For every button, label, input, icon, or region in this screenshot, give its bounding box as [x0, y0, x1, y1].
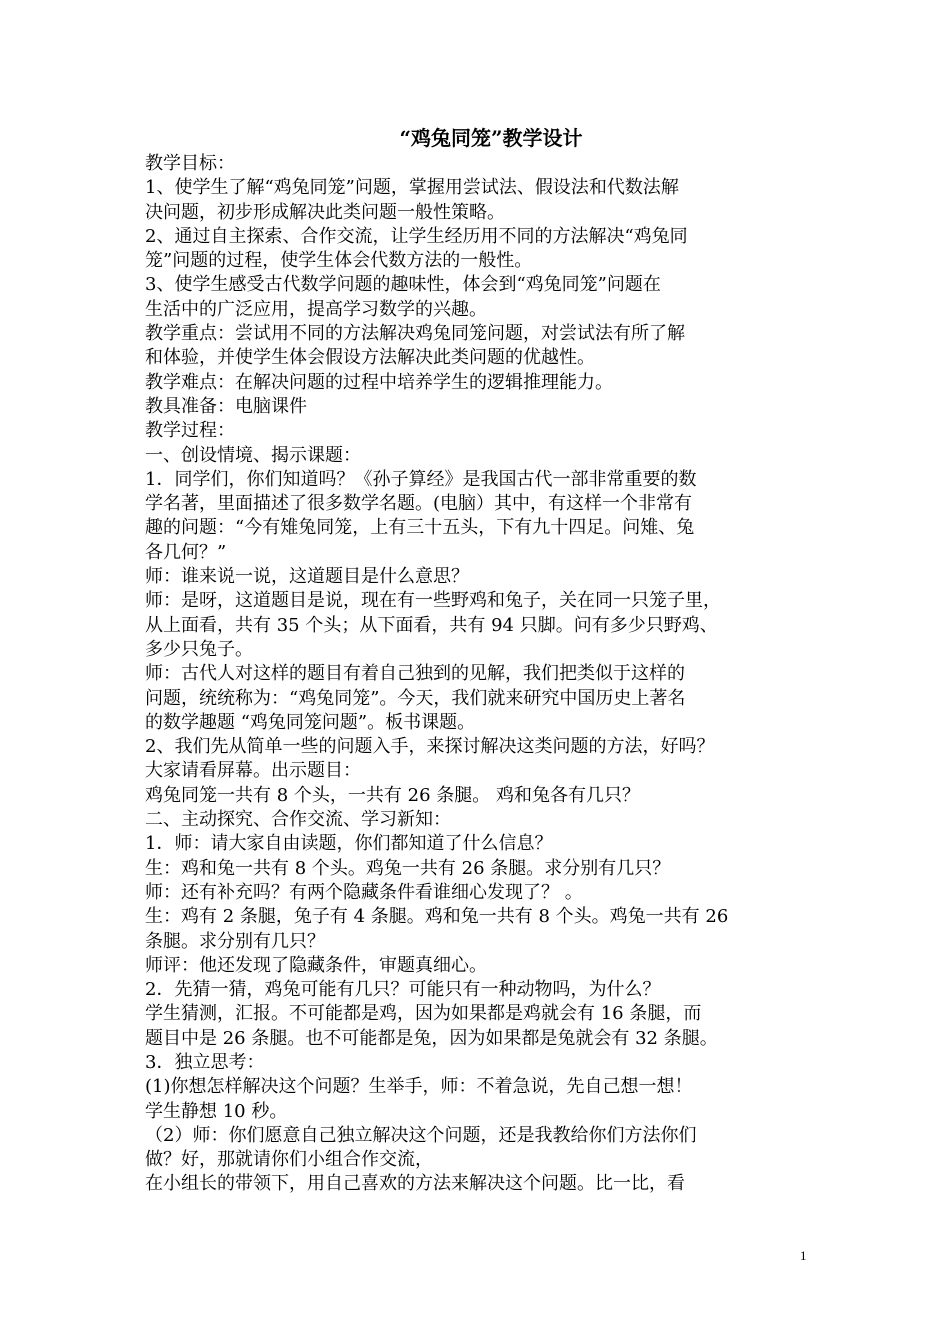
text-line: 生：鸡有 2 条腿，兔子有 4 条腿。鸡和兔一共有 8 个头。鸡兔一共有 26: [145, 906, 729, 928]
text-line: 和体验，并使学生体会假设方法解决此类问题的优越性。: [145, 347, 595, 369]
text-line: 问题，统统称为：“鸡兔同笼”。今天，我们就来研究中国历史上著名: [145, 687, 686, 709]
text-line: 在小组长的带领下，用自己喜欢的方法来解决这个问题。比一比，看: [145, 1173, 685, 1195]
document-text: [145, 152, 825, 1197]
text-line: 多少只兔子。: [145, 638, 253, 660]
text-line: 二、主动探究、合作交流、学习新知：: [145, 809, 451, 831]
text-line: 1．同学们，你们知道吗？《孙子算经》是我国古代一部非常重要的数: [145, 468, 697, 490]
text-line: （2）师：你们愿意自己独立解决这个问题，还是我教给你们方法你们: [145, 1124, 697, 1146]
text-line: 2、我们先从简单一些的问题入手，来探讨解决这类问题的方法，好吗？: [145, 736, 715, 758]
text-line: 1．师：请大家自由读题，你们都知道了什么信息？: [145, 833, 553, 855]
text-line: 师：古代人对这样的题目有着自己独到的见解，我们把类似于这样的: [145, 663, 685, 685]
text-line: 学名著，里面描述了很多数学名题。(电脑）其中，有这样一个非常有: [145, 493, 693, 515]
text-line: 3、使学生感受古代数学问题的趣味性，体会到“鸡兔同笼”问题在: [145, 274, 661, 296]
text-line: 教具准备：电脑课件: [145, 395, 307, 417]
text-line: 笼”问题的过程，使学生体会代数方法的一般性。: [145, 250, 533, 272]
text-line: 题目中是 26 条腿。也不可能都是兔，因为如果都是兔就会有 32 条腿。: [145, 1027, 718, 1049]
text-line: 各几何？”: [145, 541, 227, 563]
document-body: [145, 124, 825, 1197]
text-line: 师：是呀，这道题目是说，现在有一些野鸡和兔子，关在同一只笼子里，: [145, 590, 721, 612]
text-line: 做？好，那就请你们小组合作交流，: [145, 1149, 433, 1171]
text-line: 学生静想 10 秒。: [145, 1100, 288, 1122]
text-line: 2、通过自主探索、合作交流，让学生经历用不同的方法解决“鸡兔同: [145, 225, 688, 247]
text-line: 师：谁来说一说，这道题目是什么意思？: [145, 566, 469, 588]
text-line: 决问题，初步形成解决此类问题一般性策略。: [145, 201, 505, 223]
text-line: 教学过程：: [145, 420, 235, 442]
text-line: 教学目标：: [145, 153, 235, 174]
text-line: 鸡兔同笼一共有 8 个头，一共有 26 条腿。 鸡和兔各有几只？: [145, 784, 640, 806]
text-line: 生活中的广泛应用，提高学习数学的兴趣。: [145, 298, 487, 320]
page-number: 1: [800, 1248, 807, 1263]
text-line: 学生猜测，汇报。不可能都是鸡，因为如果都是鸡就会有 16 条腿，而: [145, 1003, 702, 1025]
text-line: (1)你想怎样解决这个问题？生举手，师：不着急说，先自己想一想！: [145, 1076, 693, 1098]
text-line: 2．先猜一猜，鸡兔可能有几只？可能只有一种动物吗，为什么？: [145, 979, 661, 1001]
text-line: 条腿。求分别有几只？: [145, 930, 325, 952]
text-line: 趣的问题：“今有雉兔同笼，上有三十五头，下有九十四足。问雉、兔: [145, 517, 695, 539]
text-line: 教学难点：在解决问题的过程中培养学生的逻辑推理能力。: [145, 371, 613, 393]
text-line: 一、创设情境、揭示课题：: [145, 444, 361, 466]
text-line: 3．独立思考：: [145, 1051, 265, 1073]
text-line: 1、使学生了解“鸡兔同笼”问题，掌握用尝试法、假设法和代数法解: [145, 177, 679, 199]
text-line: 教学重点：尝试用不同的方法解决鸡兔同笼问题，对尝试法有所了解: [145, 323, 685, 345]
text-line: 师：还有补充吗？有两个隐藏条件看谁细心发现了？ 。: [145, 881, 583, 903]
text-line: 从上面看，共有 35 个头；从下面看，共有 94 只脚。问有多少只野鸡、: [145, 614, 718, 636]
document-title: “鸡兔同笼”教学设计: [399, 126, 583, 150]
text-line: 师评：他还发现了隐藏条件，审题真细心。: [145, 954, 487, 976]
text-line: 生：鸡和兔一共有 8 个头。鸡兔一共有 26 条腿。求分别有几只？: [145, 857, 671, 879]
text-line: 的数学趣题 “鸡兔同笼问题”。板书课题。: [145, 711, 476, 733]
text-line: 大家请看屏幕。出示题目：: [145, 760, 361, 782]
